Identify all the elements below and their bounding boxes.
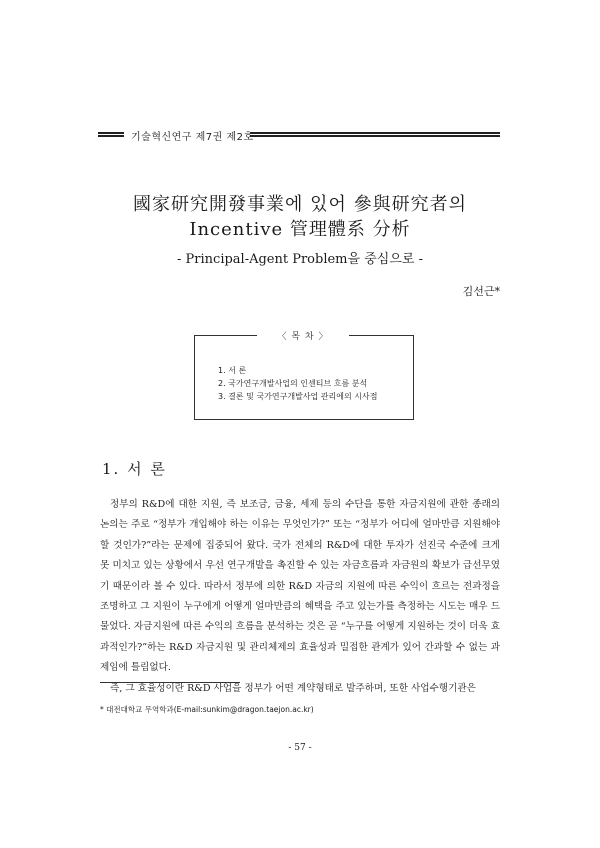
header-rule-right: [250, 132, 500, 137]
toc-item: 2. 국가연구개발사업의 인센티브 흐름 분석: [218, 379, 368, 388]
footnote-rule: [100, 682, 240, 683]
footnote: * 대전대학교 무역학과(E-mail:sunkim@dragon.taejon.ac.kr): [100, 705, 314, 714]
section-heading: 1. 서 론: [102, 460, 167, 478]
toc-item: 3. 결론 및 국가연구개발사업 관리에의 시사점: [218, 392, 378, 401]
author-name: 김선근*: [462, 285, 500, 298]
body-paragraph: 정부의 R&D에 대한 지원, 즉 보조금, 금융, 세제 등의 수단을 통한 자금지원에 관한 종래의 논의는 주로 “정부가 개입해야 하는 이유는 무엇인가?” 또는 “정부가 어디에 얼마만큼 지원해야 할 것인가?”라는 문제에 집중되어 왔다. 국가 전체의 R&D에 대한 투자가 선진국 수준에 크게 못 미치고 있는 상황에서 우선 연구개발을 촉진할 수 있는 자금흐름과 자금원의 확보가 급선무였기 때문이라 볼 수 있다. 따라서 정부에 의한 R&D 자금의 지원에 따른 수익이 흐르는 전과정을 조명하고 그 지원이 누구에게 어떻게 얼마만큼의 혜택을 주고 있는가를 측정하는 시도는 매우 드물었다. 자금지원에 따른 수익의 흐름을 분석하는 것은 곧 “누구를 어떻게 지원하는 것이 더욱 효과적인가?”하는 R&D 자금지원 및 관리체제의 효율성과 밀접한 관계가 있어 간과할 수 없는 과제임에 틀림없다.: [100, 499, 500, 674]
body-paragraph: 즉, 그 효율성이란 R&D 사업을 정부가 어떤 계약형태로 발주하며, 또한 사업수행기관은: [110, 682, 476, 694]
paper-subtitle: - Principal-Agent Problem을 중심으로 -: [177, 252, 423, 267]
toc-heading: 〈 목 차 〉: [257, 329, 349, 342]
journal-header-text: 기술혁신연구 제7권 제2호: [131, 132, 254, 143]
paper-title-line2: Incentive 管理體系 分析: [189, 219, 411, 240]
toc-item: 1. 서 론: [218, 366, 247, 375]
body-text: [100, 495, 500, 699]
header-rule-left: [98, 132, 124, 137]
paper-title-line1: 國家研究開發事業에 있어 參與研究者의: [133, 194, 467, 215]
toc-list: [218, 364, 377, 403]
page-number: - 57 -: [288, 743, 312, 753]
journal-header: [98, 128, 500, 142]
